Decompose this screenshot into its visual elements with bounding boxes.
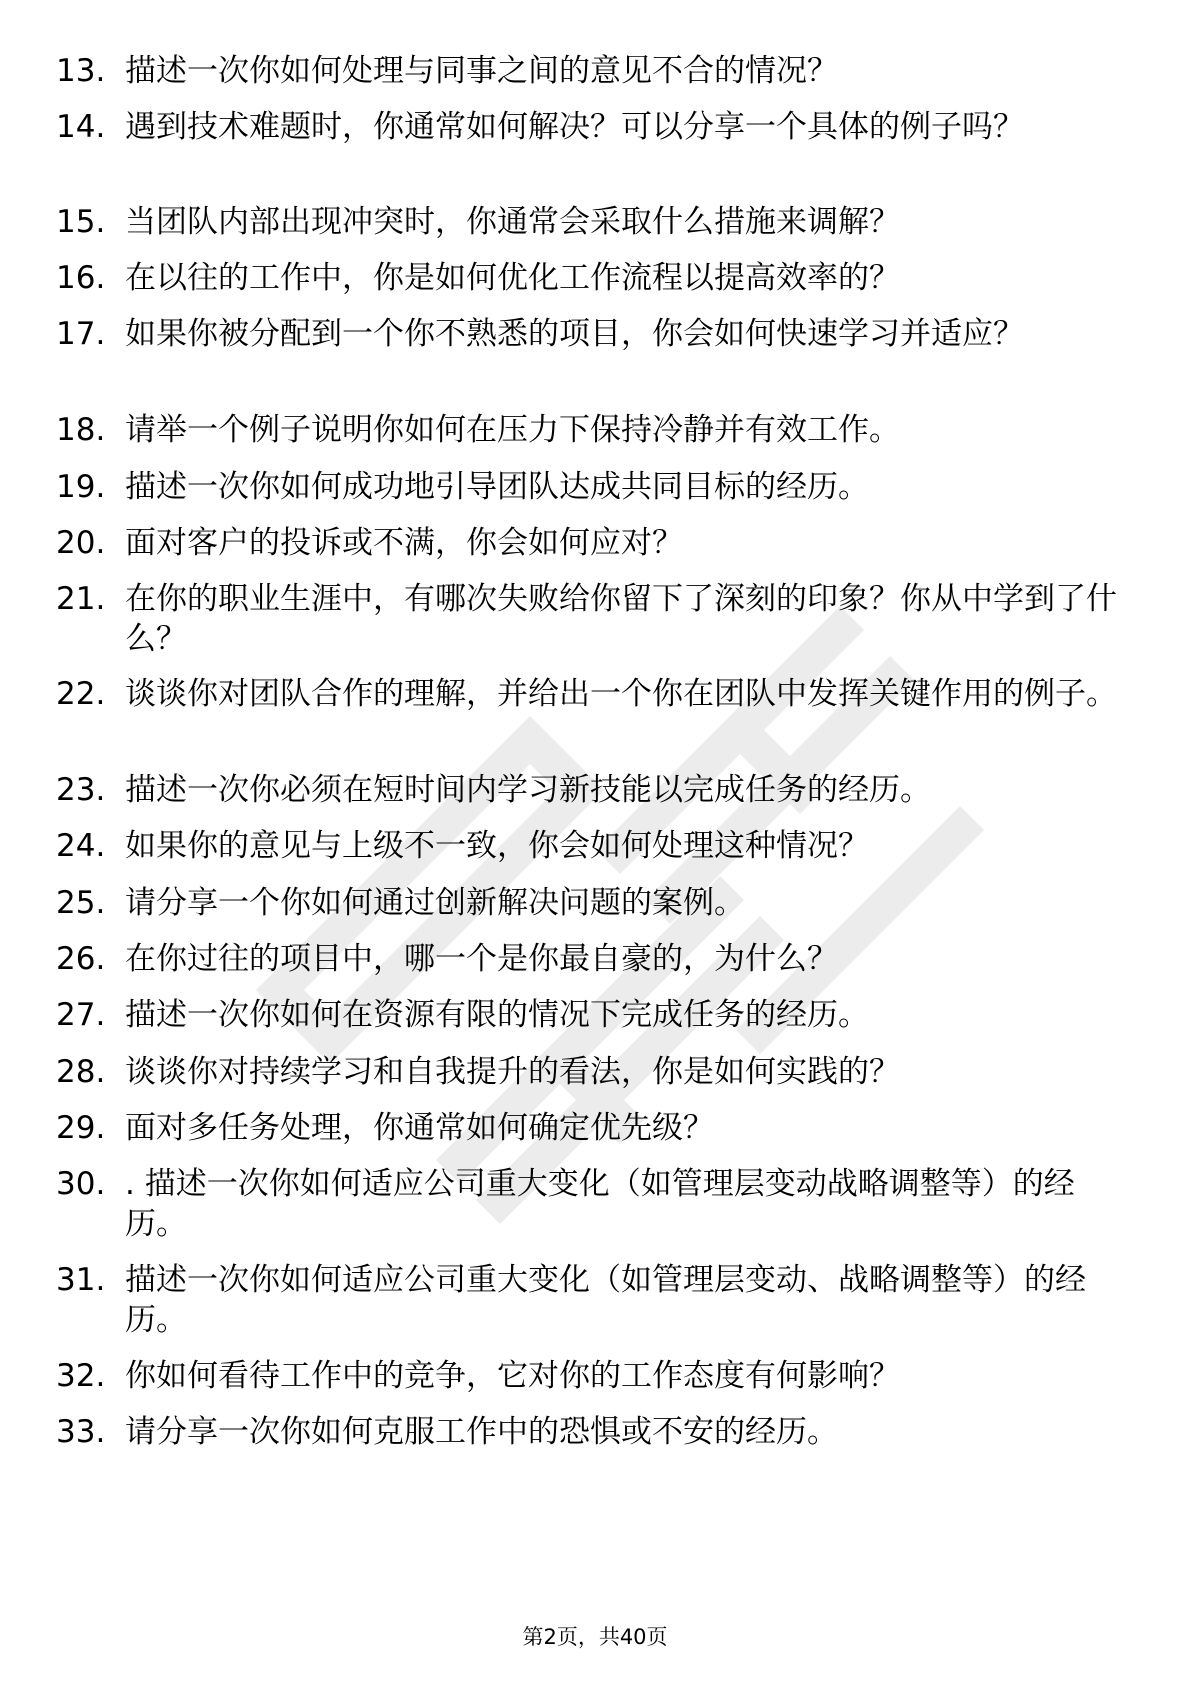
question-text: 当团队内部出现冲突时，你通常会采取什么措施来调解？ [125,204,900,240]
question-number: 31. [56,1262,106,1298]
question-text: 请分享一次你如何克服工作中的恐惧或不安的经历。 [125,1414,838,1450]
question-number: 32. [56,1358,106,1394]
question-text: 你如何看待工作中的竞争，它对你的工作态度有何影响？ [125,1358,900,1394]
question-number: 19. [56,469,106,505]
question-number: 33. [56,1414,106,1450]
question-number: 15. [56,204,106,240]
question-number: 20. [56,525,106,561]
question-number: 16. [56,260,106,296]
question-text: 描述一次你如何成功地引导团队达成共同目标的经历。 [125,469,869,505]
question-text: 如果你被分配到一个你不熟悉的项目，你会如何快速学习并适应？ [125,316,1024,352]
question-text: 在你的职业生涯中，有哪次失败给你留下了深刻的印象？你从中学到了什么？ [125,581,1117,657]
question-number: 23. [56,772,106,808]
question-number: 27. [56,997,106,1033]
question-number: 14. [56,109,106,145]
question-number: 26. [56,941,106,977]
question-text: 在以往的工作中，你是如何优化工作流程以提高效率的？ [125,260,900,296]
question-number: 24. [56,828,106,864]
question-text: 谈谈你对团队合作的理解，并给出一个你在团队中发挥关键作用的例子。 [125,676,1117,712]
question-number: 29. [56,1110,106,1146]
question-text: 面对多任务处理，你通常如何确定优先级？ [125,1110,714,1146]
question-text: 在你过往的项目中，哪一个是你最自豪的，为什么？ [125,941,838,977]
question-text: 如果你的意见与上级不一致，你会如何处理这种情况？ [125,828,869,864]
question-number: 21. [56,581,106,617]
question-number: 22. [56,676,106,712]
question-text: 面对客户的投诉或不满，你会如何应对？ [125,525,683,561]
question-number: 25. [56,885,106,921]
question-text: 遇到技术难题时，你通常如何解决？可以分享一个具体的例子吗？ [125,109,1024,145]
question-text: 描述一次你必须在短时间内学习新技能以完成任务的经历。 [125,772,931,808]
question-number: 30. [56,1166,106,1202]
question-number: 18. [56,412,106,448]
question-text: 描述一次你如何处理与同事之间的意见不合的情况？ [125,53,838,89]
question-number: 13. [56,53,106,89]
question-text: . 描述一次你如何适应公司重大变化（如管理层变动战略调整等）的经历。 [125,1166,1075,1242]
question-text: 描述一次你如何在资源有限的情况下完成任务的经历。 [125,997,869,1033]
question-text: 请举一个例子说明你如何在压力下保持冷静并有效工作。 [125,412,900,448]
question-text: 请分享一个你如何通过创新解决问题的案例。 [125,885,745,921]
page-number: 第2页，共40页 [522,1625,668,1649]
question-text: 谈谈你对持续学习和自我提升的看法，你是如何实践的？ [125,1054,900,1090]
question-number: 28. [56,1054,106,1090]
question-text: 描述一次你如何适应公司重大变化（如管理层变动、战略调整等）的经历。 [125,1262,1086,1338]
question-number: 17. [56,316,106,352]
